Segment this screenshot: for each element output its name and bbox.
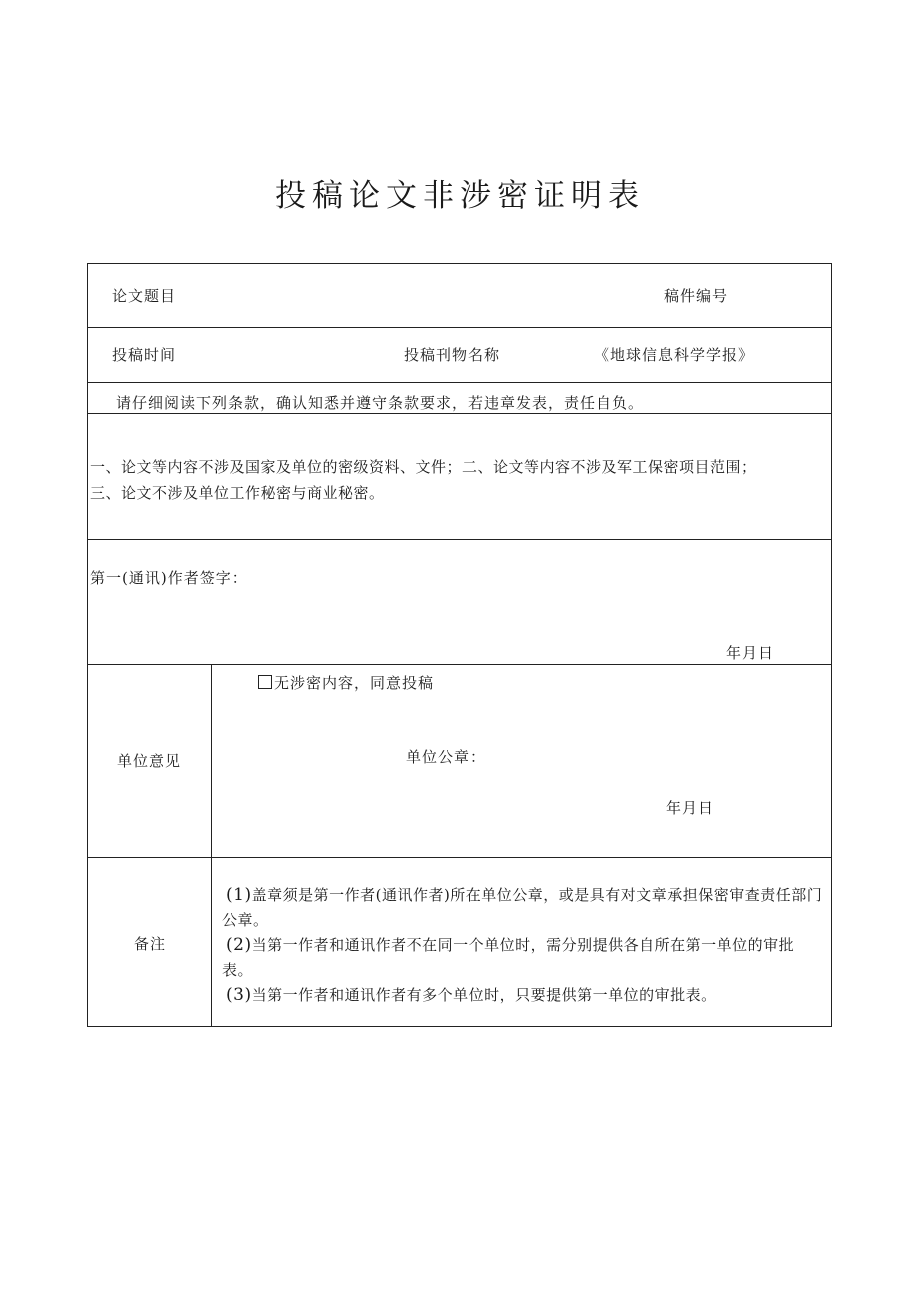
paper-title-label: 论文题目 [112, 287, 177, 305]
manuscript-number-label: 稿件编号 [664, 287, 729, 305]
clause-line-2: 三、论文不涉及单位工作秘密与商业秘密。 [90, 484, 385, 502]
remark-note-1-number: (1) [226, 885, 252, 905]
row-divider [88, 382, 831, 383]
row-divider [88, 664, 831, 665]
agree-submission-option[interactable] [258, 673, 434, 693]
unit-seal-label: 单位公章： [406, 748, 487, 766]
agree-checkbox[interactable] [258, 675, 272, 689]
remarks-label: 备注 [134, 935, 167, 953]
row-divider [88, 327, 831, 328]
agree-checkbox-label: 无涉密内容，同意投稿 [274, 674, 435, 692]
remark-note-2-text: 当第一作者和通讯作者不在同一个单位时，需分别提供各自所在第一单位的审批表。 [222, 936, 795, 979]
unit-opinion-date: 年月日 [666, 799, 715, 817]
row-divider [88, 413, 831, 414]
certificate-form [87, 263, 832, 1027]
remark-note-3-text: 当第一作者和通讯作者有多个单位时，只要提供第一单位的审批表。 [251, 986, 717, 1004]
form-title: 投稿论文非涉密证明表 [275, 178, 645, 214]
row-divider [88, 857, 831, 858]
author-signature-label: 第一(通讯)作者签字： [90, 569, 248, 587]
remark-note-1-text: 盖章须是第一作者(通讯作者)所在单位公章，或是具有对文章承担保密审查责任部门公章。 [222, 886, 823, 929]
submission-time-label: 投稿时间 [112, 346, 177, 364]
remark-note-3 [222, 983, 824, 1008]
unit-opinion-label: 单位意见 [117, 752, 182, 770]
instruction-text: 请仔细阅读下列条款，确认知悉并遵守条款要求，若违章发表，责任自负。 [116, 394, 645, 412]
journal-name-value: 《地球信息科学学报》 [594, 346, 755, 364]
row-divider [88, 539, 831, 540]
column-divider [211, 664, 212, 1027]
clause-line-1: 一、论文等内容不涉及国家及单位的密级资料、文件；二、论文等内容不涉及军工保密项目范围； [90, 458, 757, 476]
author-signature-date: 年月日 [726, 644, 775, 662]
remark-note-2-number: (2) [226, 935, 252, 955]
remark-note-2 [222, 933, 824, 983]
remark-note-3-number: (3) [226, 985, 252, 1005]
journal-name-label: 投稿刊物名称 [404, 346, 501, 364]
remark-note-1 [222, 883, 824, 933]
